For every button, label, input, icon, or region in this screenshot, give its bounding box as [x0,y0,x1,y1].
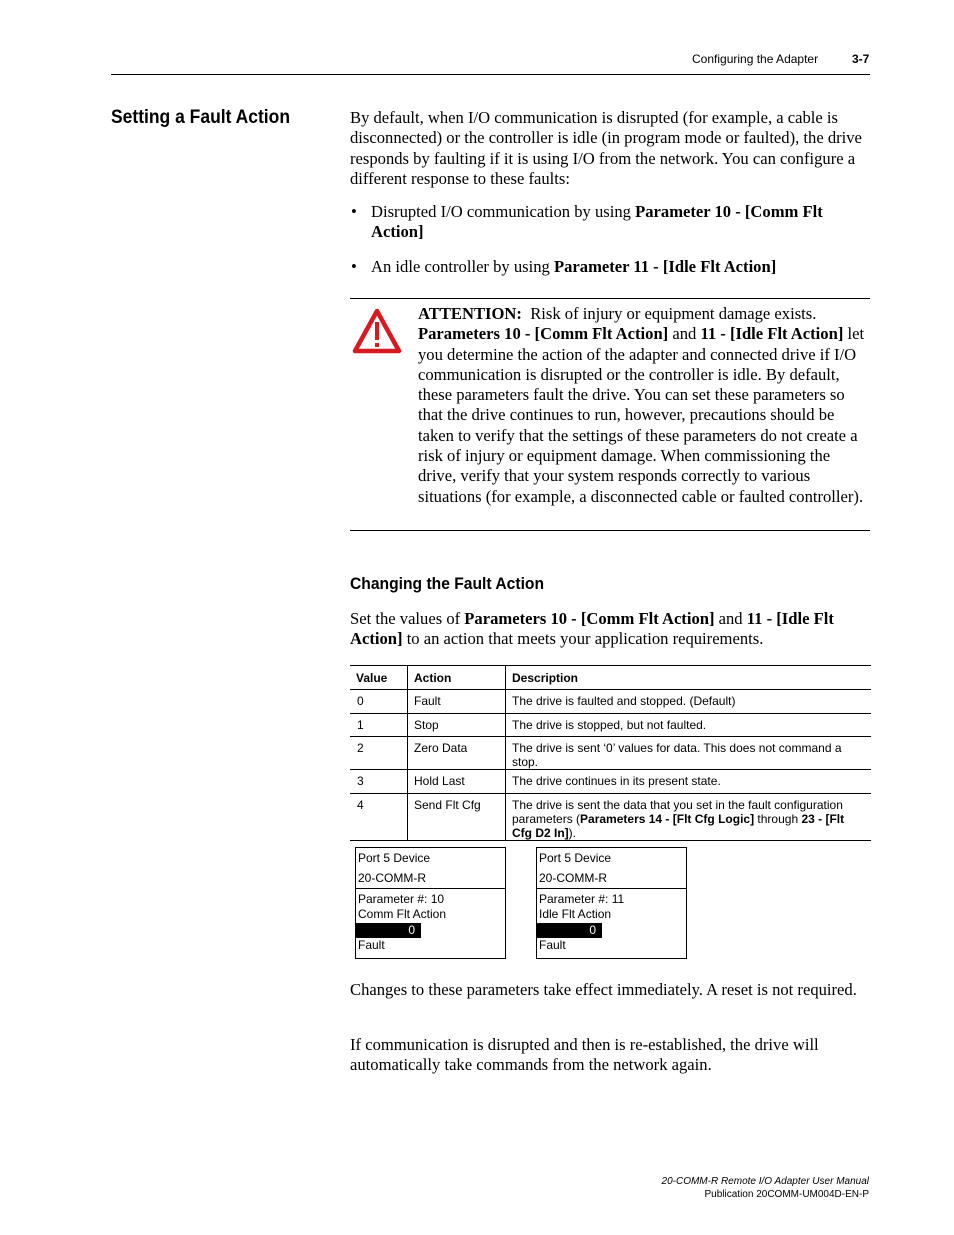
display-port-line: Port 5 Device [358,851,431,865]
subheading: Changing the Fault Action [350,574,545,593]
cell-value: 1 [350,713,408,737]
page-number: 3-7 [852,52,870,66]
cell-description: The drive is faulted and stopped. (Default) [512,694,736,708]
cell-description: The drive is sent ‘0’ values for data. This does not command a stop. [512,741,842,769]
attention-rule-bottom [350,530,870,531]
cell-value: 2 [350,737,408,770]
intro-paragraph: By default, when I/O communication is disrupted (for example, a cable is disconnected) or the controller is idle (in program mode or faulted), the drive responds by faulting if it is using I/O from the network. You can configure a different response to these faults: [350,108,862,188]
running-header: Configuring the Adapter [692,52,819,66]
reestablish-paragraph: If communication is disrupted and then is re-established, the drive will automatically take commands from the network again. [350,1035,819,1075]
attention-label: ATTENTION: [418,304,522,323]
cell-value: 0 [350,690,408,714]
footer-publication: Publication 20COMM-UM004D-EN-P [704,1189,869,1200]
warning-triangle-icon [352,308,402,354]
display-parameter-name: Comm Flt Action [358,907,447,921]
table-row [350,690,871,714]
param-ref: 23 - [Flt Cfg D2 In] [512,811,845,840]
table-row [350,713,871,737]
cell-action: Stop [408,713,506,737]
cell-value: 3 [350,770,408,794]
attention-rule-top [350,298,870,299]
table-header-row [350,666,871,690]
cell-action: Hold Last [408,770,506,794]
param-ref: Parameter 10 - [Comm Flt Action] [371,202,823,242]
column-header-action: Action [408,666,506,690]
column-header-value: Value [350,666,408,690]
effect-paragraph: Changes to these parameters take effect immediately. A reset is not required. [350,980,857,999]
display-parameter-name: Idle Flt Action [539,907,612,921]
header-rule [111,74,870,75]
him-display [355,847,506,959]
fault-action-table [350,665,871,841]
column-header-description: Description [512,670,579,685]
cell-action: Fault [408,690,506,714]
param-ref: 11 - [Idle Flt Action] [700,324,844,344]
him-display [536,847,687,959]
display-parameter-number: Parameter #: 10 [358,892,445,906]
footer-manual-title: 20-COMM-R Remote I/O Adapter User Manual [661,1176,869,1187]
display-parameter-number: Parameter #: 11 [539,892,625,906]
param-ref: Parameter 11 - [Idle Flt Action] [553,257,777,276]
display-port-line: Port 5 Device [539,851,612,865]
bullet-dot: • [351,257,357,276]
cell-action: Zero Data [408,737,506,770]
param-ref: Parameters 10 - [Comm Flt Action] [464,609,715,628]
section-title: Setting a Fault Action [111,107,291,128]
display-device-line: 20-COMM-R [358,871,426,885]
attention-text: ATTENTION: Risk of injury or equipment damage exists. Parameters 10 - [Comm Flt Action] and 11 - [Idle Flt Action] let you determine the action of the adapter and connected drive if I/O communication is disrupted or the controller is idle. By default, these parameters fault the drive. You can set these parameters so that the drive continues to run, however, precautions should be taken to verify that the settings of these parameters do not create a risk of injury or equipment damage. When commissioning the drive, verify that your system responds correctly to various situations (for example, a disconnected cable or faulted controller). [418,304,865,506]
param-ref: 11 - [Idle Flt Action] [350,609,834,649]
bullet-text: An idle controller by using Parameter 11 - [Idle Flt Action] [371,257,777,276]
display-divider [537,888,686,889]
set-values-paragraph: Set the values of Parameters 10 - [Comm Flt Action] and 11 - [Idle Flt Action] to an action that meets your application requirements. [350,609,834,649]
bullet-text: Disrupted I/O communication by using Parameter 10 - [Comm Flt Action] [371,202,823,242]
display-value-text: Fault [358,938,385,952]
display-value-text: Fault [539,938,566,952]
cell-action: Send Flt Cfg [408,793,506,840]
param-ref: Parameters 10 - [Comm Flt Action] [418,324,669,344]
table-row [350,770,871,794]
param-ref: Parameters 14 - [Flt Cfg Logic] [580,811,755,826]
display-value-field: 0 [537,923,602,938]
display-device-line: 20-COMM-R [539,871,607,885]
table-row [350,793,871,840]
cell-description: The drive is sent the data that you set in the fault configuration parameters (Parameters 14 - [Flt Cfg Logic] through 23 - [Flt Cfg D2 In]). [512,797,845,840]
bullet-dot: • [351,202,357,221]
display-divider [356,888,505,889]
cell-value: 4 [350,793,408,840]
display-value-field: 0 [356,923,421,938]
cell-description: The drive continues in its present state. [512,774,721,788]
table-row [350,737,871,770]
cell-description: The drive is stopped, but not faulted. [512,717,707,732]
